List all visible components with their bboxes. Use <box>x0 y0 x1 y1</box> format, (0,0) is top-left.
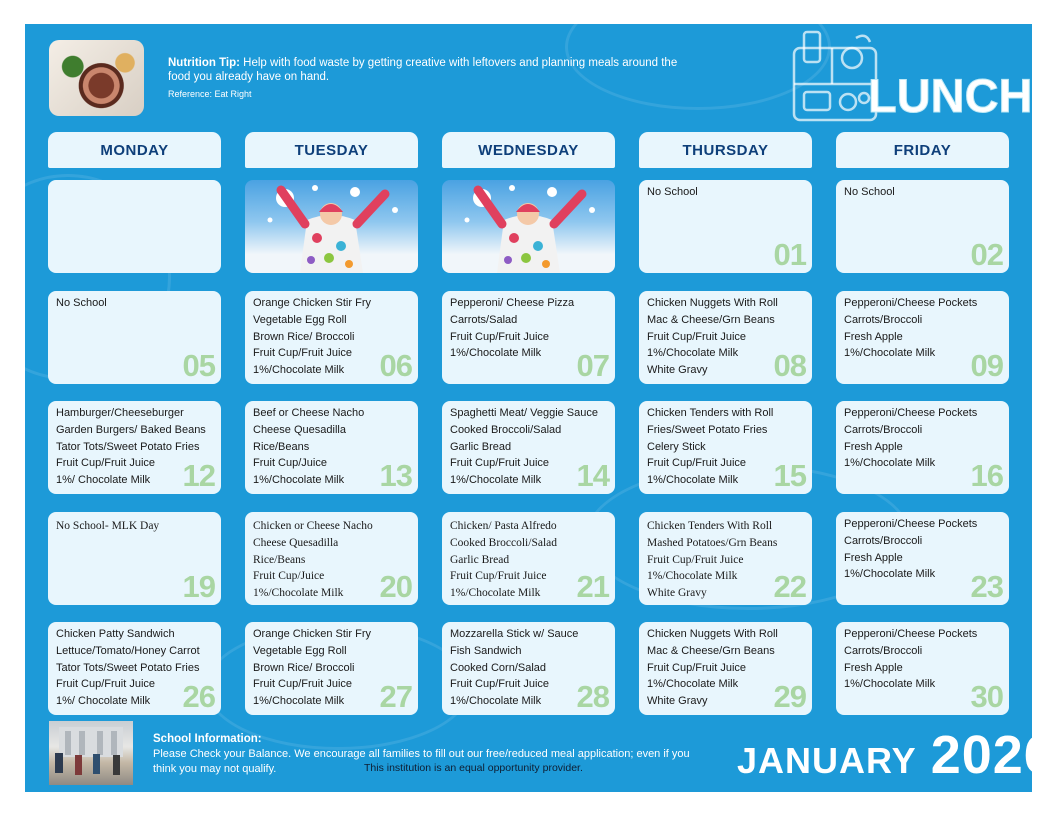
day-cell <box>48 622 221 715</box>
menu-item: Chicken Tenders With Roll <box>647 520 773 532</box>
month-name: JANUARY <box>737 740 917 781</box>
menu-item: Hamburger/Cheeseburger <box>56 407 184 419</box>
date-number: 20 <box>379 569 412 604</box>
menu-item: Lettuce/Tomato/Honey Carrot <box>56 644 200 657</box>
day-cell <box>245 622 418 715</box>
menu-item: Vegetable Egg Roll <box>253 644 347 657</box>
menu-item: Garlic Bread <box>450 440 512 453</box>
menu-item: Carrots/Broccoli <box>844 534 923 547</box>
menu-item: Chicken/ Pasta Alfredo <box>450 520 557 532</box>
menu-item: Fruit Cup/Juice <box>253 457 327 470</box>
menu-item: 1%/Chocolate Milk <box>844 347 936 360</box>
menu-item: Fries/Sweet Potato Fries <box>647 423 768 436</box>
date-number: 15 <box>773 458 806 493</box>
school-photo <box>49 721 133 785</box>
menu-item: Fruit Cup/Fruit Juice <box>56 678 156 691</box>
date-number: 29 <box>773 679 806 714</box>
nutrition-reference: Reference: Eat Right <box>168 89 252 99</box>
snow-play-photo <box>442 180 615 273</box>
menu-item: Carrots/Broccoli <box>844 644 923 657</box>
date-number: 22 <box>773 569 806 604</box>
day-cell <box>48 512 221 605</box>
menu-item: Fruit Cup/Fruit Juice <box>647 553 744 566</box>
day-cell <box>442 401 615 494</box>
day-cell <box>836 512 1009 605</box>
menu-item: Orange Chicken Stir Fry <box>253 297 371 309</box>
date-number: 26 <box>182 679 215 714</box>
day-cell <box>48 401 221 494</box>
menu-item: Fruit Cup/Juice <box>253 570 325 583</box>
date-number: 13 <box>379 458 412 493</box>
menu-item: Beef or Cheese Nacho <box>253 407 365 419</box>
menu-item: Cooked Broccoli/Salad <box>450 423 562 436</box>
menu-item: Spaghetti Meat/ Veggie Sauce <box>450 407 598 419</box>
menu-item: Brown Rice/ Broccoli <box>253 661 355 674</box>
food-photo <box>49 40 144 116</box>
day-cell <box>245 291 418 384</box>
snow-play-photo <box>245 180 418 273</box>
menu-item: White Gravy <box>647 695 708 708</box>
menu-item: Garden Burgers/ Baked Beans <box>56 423 206 436</box>
menu-item: Cheese Quesadilla <box>253 423 346 436</box>
date-number: 01 <box>773 237 806 272</box>
nutrition-tip <box>168 56 688 84</box>
menu-item: Pepperoni/Cheese Pockets <box>844 518 978 530</box>
day-cell <box>245 401 418 494</box>
menu-item: Mozzarella Stick w/ Sauce <box>450 628 579 640</box>
school-info-title: School Information: <box>153 733 262 745</box>
menu-item: 1%/ Chocolate Milk <box>56 695 151 708</box>
date-number: 23 <box>970 569 1003 604</box>
day-cell <box>48 291 221 384</box>
date-number: 30 <box>970 679 1003 714</box>
date-number: 16 <box>970 458 1003 493</box>
menu-item: Fresh Apple <box>844 440 903 453</box>
menu-item: Pepperoni/Cheese Pockets <box>844 297 978 309</box>
menu-item: 1%/Chocolate Milk <box>450 587 541 600</box>
menu-item: Chicken Nuggets With Roll <box>647 628 778 640</box>
date-number: 07 <box>576 348 609 383</box>
date-number: 28 <box>576 679 609 714</box>
menu-item: 1%/Chocolate Milk <box>450 347 542 360</box>
menu-item: 1%/Chocolate Milk <box>253 587 344 600</box>
menu-item: Chicken or Cheese Nacho <box>253 520 373 532</box>
day-header-tuesday: TUESDAY <box>245 132 418 168</box>
menu-item: Rice/Beans <box>253 553 306 566</box>
menu-item: Cheese Quesadilla <box>253 536 339 549</box>
day-cell <box>442 622 615 715</box>
menu-item: Pepperoni/Cheese Pockets <box>844 407 978 419</box>
menu-item: Tator Tots/Sweet Potato Fries <box>56 440 200 453</box>
menu-item: Fish Sandwich <box>450 644 522 657</box>
date-number: 08 <box>773 348 806 383</box>
menu-item: Cooked Broccoli/Salad <box>450 536 557 549</box>
day-cell <box>639 291 812 384</box>
menu-item: Mac & Cheese/Grn Beans <box>647 644 775 657</box>
day-cell <box>639 512 812 605</box>
menu-item: No School <box>56 297 107 309</box>
day-cell <box>639 180 812 273</box>
menu-item: Fresh Apple <box>844 330 903 343</box>
day-header-monday: MONDAY <box>48 132 221 168</box>
menu-item: Mashed Potatoes/Grn Beans <box>647 536 778 549</box>
menu-items <box>56 518 217 535</box>
menu-item: Fruit Cup/Fruit Juice <box>253 347 353 360</box>
date-number: 06 <box>379 348 412 383</box>
menu-item: Mac & Cheese/Grn Beans <box>647 313 775 326</box>
lunch-title: LUNCH <box>868 69 1033 122</box>
nutrition-tip-label: Nutrition Tip: <box>168 57 240 69</box>
menu-item: Carrots/Salad <box>450 313 518 326</box>
menu-item: Orange Chicken Stir Fry <box>253 628 371 640</box>
date-number: 14 <box>576 458 609 493</box>
menu-item: No School <box>647 186 698 198</box>
menu-item: 1%/Chocolate Milk <box>844 457 936 470</box>
menu-item: No School <box>844 186 895 198</box>
lunch-menu-sheet <box>25 24 1055 792</box>
day-cell <box>639 401 812 494</box>
menu-item: 1%/Chocolate Milk <box>253 474 345 487</box>
day-cell <box>836 401 1009 494</box>
menu-item: 1%/ Chocolate Milk <box>56 474 151 487</box>
menu-item: Garlic Bread <box>450 553 510 566</box>
day-cell <box>245 512 418 605</box>
menu-item: Vegetable Egg Roll <box>253 313 347 326</box>
date-number: 02 <box>970 237 1003 272</box>
day-cell <box>836 180 1009 273</box>
nutrition-tip-text: Help with food waste by getting creative with leftovers and planning meals around the food you already have on hand. <box>168 57 678 83</box>
day-cell <box>836 622 1009 715</box>
menu-item: Fruit Cup/Fruit Juice <box>450 570 547 583</box>
year: 2026 <box>930 725 1055 785</box>
day-cell <box>442 291 615 384</box>
menu-item: Carrots/Broccoli <box>844 313 923 326</box>
day-header-wednesday: WEDNESDAY <box>442 132 615 168</box>
photo-cell <box>442 180 615 273</box>
menu-item: Fruit Cup/Fruit Juice <box>450 330 550 343</box>
menu-item: Celery Stick <box>647 440 706 453</box>
menu-item: Fresh Apple <box>844 661 903 674</box>
menu-item: 1%/Chocolate Milk <box>253 695 345 708</box>
menu-item: 1%/Chocolate Milk <box>450 695 542 708</box>
menu-item: No School- MLK Day <box>56 520 160 532</box>
day-cell <box>639 622 812 715</box>
day-header-friday: FRIDAY <box>836 132 1009 168</box>
menu-item: Carrots/Broccoli <box>844 423 923 436</box>
menu-item: Brown Rice/ Broccoli <box>253 330 355 343</box>
date-number: 19 <box>182 569 215 604</box>
menu-item: Pepperoni/ Cheese Pizza <box>450 297 575 309</box>
menu-item: 1%/Chocolate Milk <box>647 474 739 487</box>
photo-cell <box>245 180 418 273</box>
month-title <box>737 724 1055 786</box>
menu-item: 1%/Chocolate Milk <box>844 678 936 691</box>
menu-item: Fruit Cup/Fruit Juice <box>647 457 747 470</box>
date-number: 27 <box>379 679 412 714</box>
menu-item: Fruit Cup/Fruit Juice <box>56 457 156 470</box>
menu-item: 1%/Chocolate Milk <box>647 678 739 691</box>
day-cell <box>48 180 221 273</box>
date-number: 09 <box>970 348 1003 383</box>
equal-opportunity-statement: This institution is an equal opportunity provider. <box>364 762 583 774</box>
date-number: 21 <box>576 569 609 604</box>
menu-item: Tator Tots/Sweet Potato Fries <box>56 661 200 674</box>
menu-item: Fruit Cup/Fruit Juice <box>450 678 550 691</box>
menu-item: 1%/Chocolate Milk <box>844 568 936 581</box>
day-cell <box>442 512 615 605</box>
menu-item: Fruit Cup/Fruit Juice <box>253 678 353 691</box>
lunchbox-icon <box>790 28 1033 128</box>
menu-item: Fruit Cup/Fruit Juice <box>647 330 747 343</box>
day-cell <box>836 291 1009 384</box>
menu-items <box>56 295 217 312</box>
menu-item: 1%/Chocolate Milk <box>647 347 739 360</box>
menu-item: Chicken Patty Sandwich <box>56 628 175 640</box>
menu-items <box>647 184 808 201</box>
lunch-logo <box>790 28 1033 128</box>
school-info-text: Please Check your Balance. We encourage all families to fill out our free/reduced meal application; even if you think you may not qualify. <box>153 748 690 775</box>
menu-item: Fruit Cup/Fruit Juice <box>450 457 550 470</box>
menu-item: White Gravy <box>647 364 708 377</box>
menu-item: Pepperoni/Cheese Pockets <box>844 628 978 640</box>
day-header-thursday: THURSDAY <box>639 132 812 168</box>
date-number: 12 <box>182 458 215 493</box>
menu-item: 1%/Chocolate Milk <box>253 364 345 377</box>
menu-item: Cooked Corn/Salad <box>450 661 547 674</box>
menu-item: White Gravy <box>647 587 707 600</box>
menu-item: 1%/Chocolate Milk <box>647 570 738 583</box>
menu-item: 1%/Chocolate Milk <box>450 474 542 487</box>
date-number: 05 <box>182 348 215 383</box>
menu-item: Rice/Beans <box>253 440 310 453</box>
menu-item: Chicken Nuggets With Roll <box>647 297 778 309</box>
menu-items <box>844 184 1005 201</box>
menu-item: Fresh Apple <box>844 551 903 564</box>
menu-item: Chicken Tenders with Roll <box>647 407 774 419</box>
menu-item: Fruit Cup/Fruit Juice <box>647 661 747 674</box>
